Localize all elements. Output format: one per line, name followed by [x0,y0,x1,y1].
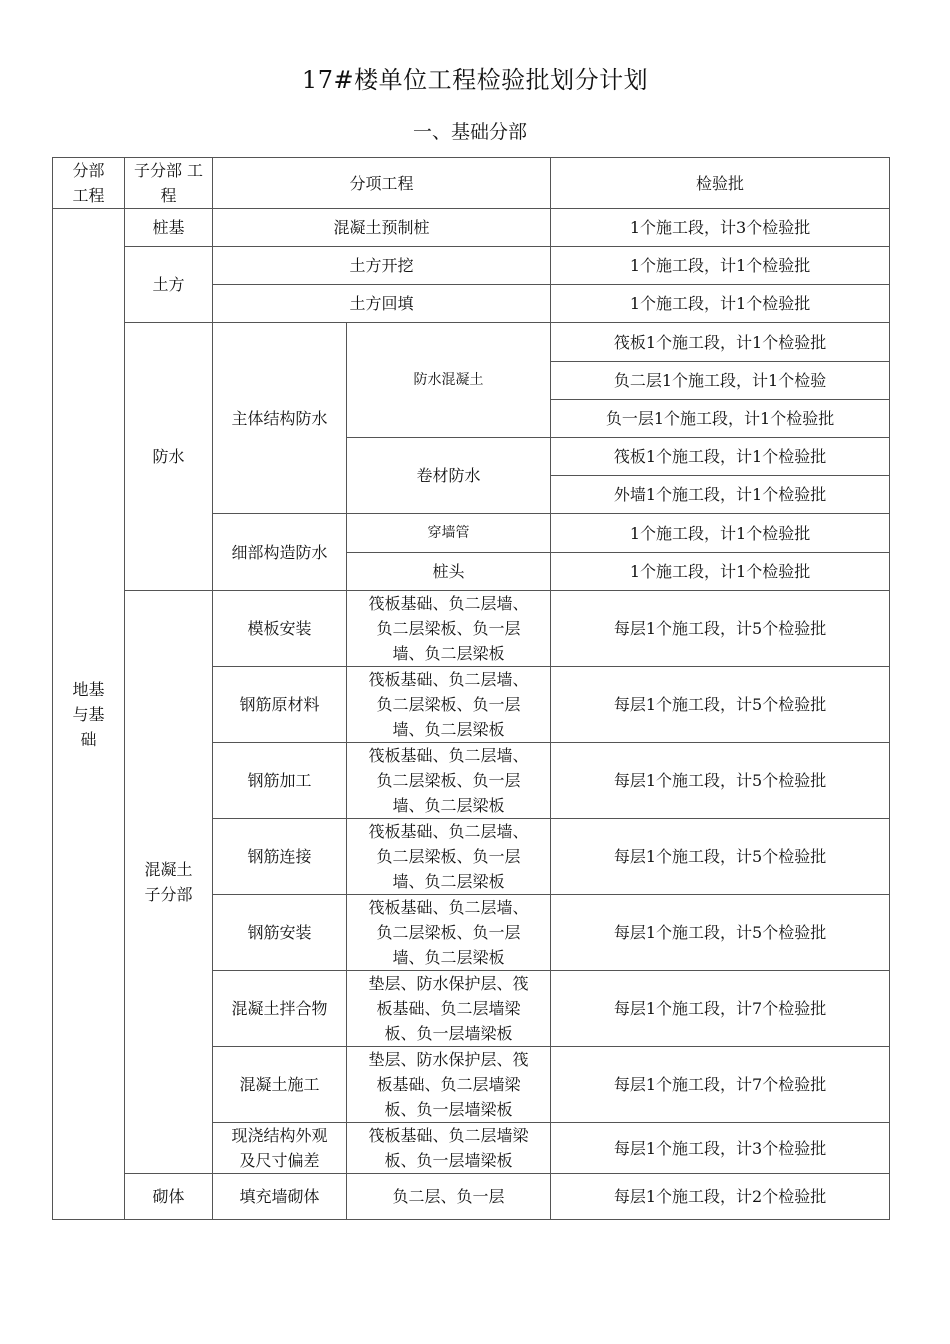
part-cell: 筏板基础、负二层墙、 负二层梁板、负一层 墙、负二层梁板 [347,743,551,819]
batch-cell: 每层1个施工段，计7个检验批 [551,1047,890,1123]
item-excavation: 土方开挖 [213,247,551,285]
batch-cell: 1个施工段，计1个检验批 [551,514,890,553]
item-precast-pile: 混凝土预制桩 [213,209,551,247]
header-batch: 检验批 [551,158,890,209]
item-formwork: 模板安装 [213,591,347,667]
subdivision-masonry: 砌体 [125,1174,213,1220]
batch-cell: 1个施工段，计3个检验批 [551,209,890,247]
part-cell: 垫层、防水保护层、筏 板基础、负二层墙梁 板、负一层墙梁板 [347,971,551,1047]
part-cell: 筏板基础、负二层墙、 负二层梁板、负一层 墙、负二层梁板 [347,667,551,743]
table-row [53,247,890,285]
item-rebar-processing: 钢筋加工 [213,743,347,819]
header-item: 分项工程 [213,158,551,209]
batch-cell: 负一层1个施工段，计1个检验批 [551,400,890,438]
batch-cell: 每层1个施工段，计3个检验批 [551,1123,890,1174]
batch-cell: 筏板1个施工段，计1个检验批 [551,323,890,362]
table-row [53,209,890,247]
part-cell: 垫层、防水保护层、筏 板基础、负二层墙梁 板、负一层墙梁板 [347,1047,551,1123]
item-rebar-installation: 钢筋安装 [213,895,347,971]
subdivision-earthwork: 土方 [125,247,213,323]
table-row [53,591,890,667]
part-cell: 筏板基础、负二层墙、 负二层梁板、负一层 墙、负二层梁板 [347,895,551,971]
item-backfill: 土方回填 [213,285,551,323]
batch-cell: 每层1个施工段，计2个检验批 [551,1174,890,1220]
item-concrete-pouring: 混凝土施工 [213,1047,347,1123]
item-detail-waterproof: 细部构造防水 [213,514,347,591]
part-cell: 筏板基础、负二层墙梁 板、负一层墙梁板 [347,1123,551,1174]
item-structure-waterproof: 主体结构防水 [213,323,347,514]
batch-cell: 1个施工段，计1个检验批 [551,285,890,323]
batch-cell: 每层1个施工段，计5个检验批 [551,667,890,743]
batch-cell: 每层1个施工段，计7个检验批 [551,971,890,1047]
batch-cell: 1个施工段，计1个检验批 [551,553,890,591]
batch-cell: 1个施工段，计1个检验批 [551,247,890,285]
division-cell: 地基 与基 础 [53,209,125,1220]
item-concrete-mix: 混凝土拌合物 [213,971,347,1047]
part-waterproof-concrete: 防水混凝土 [347,323,551,438]
part-wall-sleeve: 穿墙管 [347,514,551,553]
part-cell: 负二层、负一层 [347,1174,551,1220]
header-subdivision: 子分部 工 程 [125,158,213,209]
document-title: 17#楼单位工程检验批划分计划 [301,66,649,94]
table-row [53,323,890,362]
section-title: 一、基础分部 [412,121,527,143]
header-division: 分部 工程 [53,158,125,209]
subdivision-concrete: 混凝土 子分部 [125,591,213,1174]
part-pile-head: 桩头 [347,553,551,591]
item-rebar-material: 钢筋原材料 [213,667,347,743]
batch-cell: 每层1个施工段，计5个检验批 [551,819,890,895]
item-cast-in-place-appearance: 现浇结构外观 及尺寸偏差 [213,1123,347,1174]
subdivision-waterproof: 防水 [125,323,213,591]
batch-cell: 每层1个施工段，计5个检验批 [551,743,890,819]
batch-cell: 外墙1个施工段，计1个检验批 [551,476,890,514]
part-cell: 筏板基础、负二层墙、 负二层梁板、负一层 墙、负二层梁板 [347,819,551,895]
part-membrane-waterproof: 卷材防水 [347,438,551,514]
batch-cell: 每层1个施工段，计5个检验批 [551,895,890,971]
subdivision-pile: 桩基 [125,209,213,247]
batch-cell: 筏板1个施工段，计1个检验批 [551,438,890,476]
part-cell: 筏板基础、负二层墙、 负二层梁板、负一层 墙、负二层梁板 [347,591,551,667]
table-row [53,1174,890,1220]
batch-cell: 每层1个施工段，计5个检验批 [551,591,890,667]
item-rebar-connection: 钢筋连接 [213,819,347,895]
inspection-plan-table [52,157,890,1220]
table-header-row [53,158,890,209]
batch-cell: 负二层1个施工段，计1个检验 [551,362,890,400]
item-infill-masonry: 填充墙砌体 [213,1174,347,1220]
